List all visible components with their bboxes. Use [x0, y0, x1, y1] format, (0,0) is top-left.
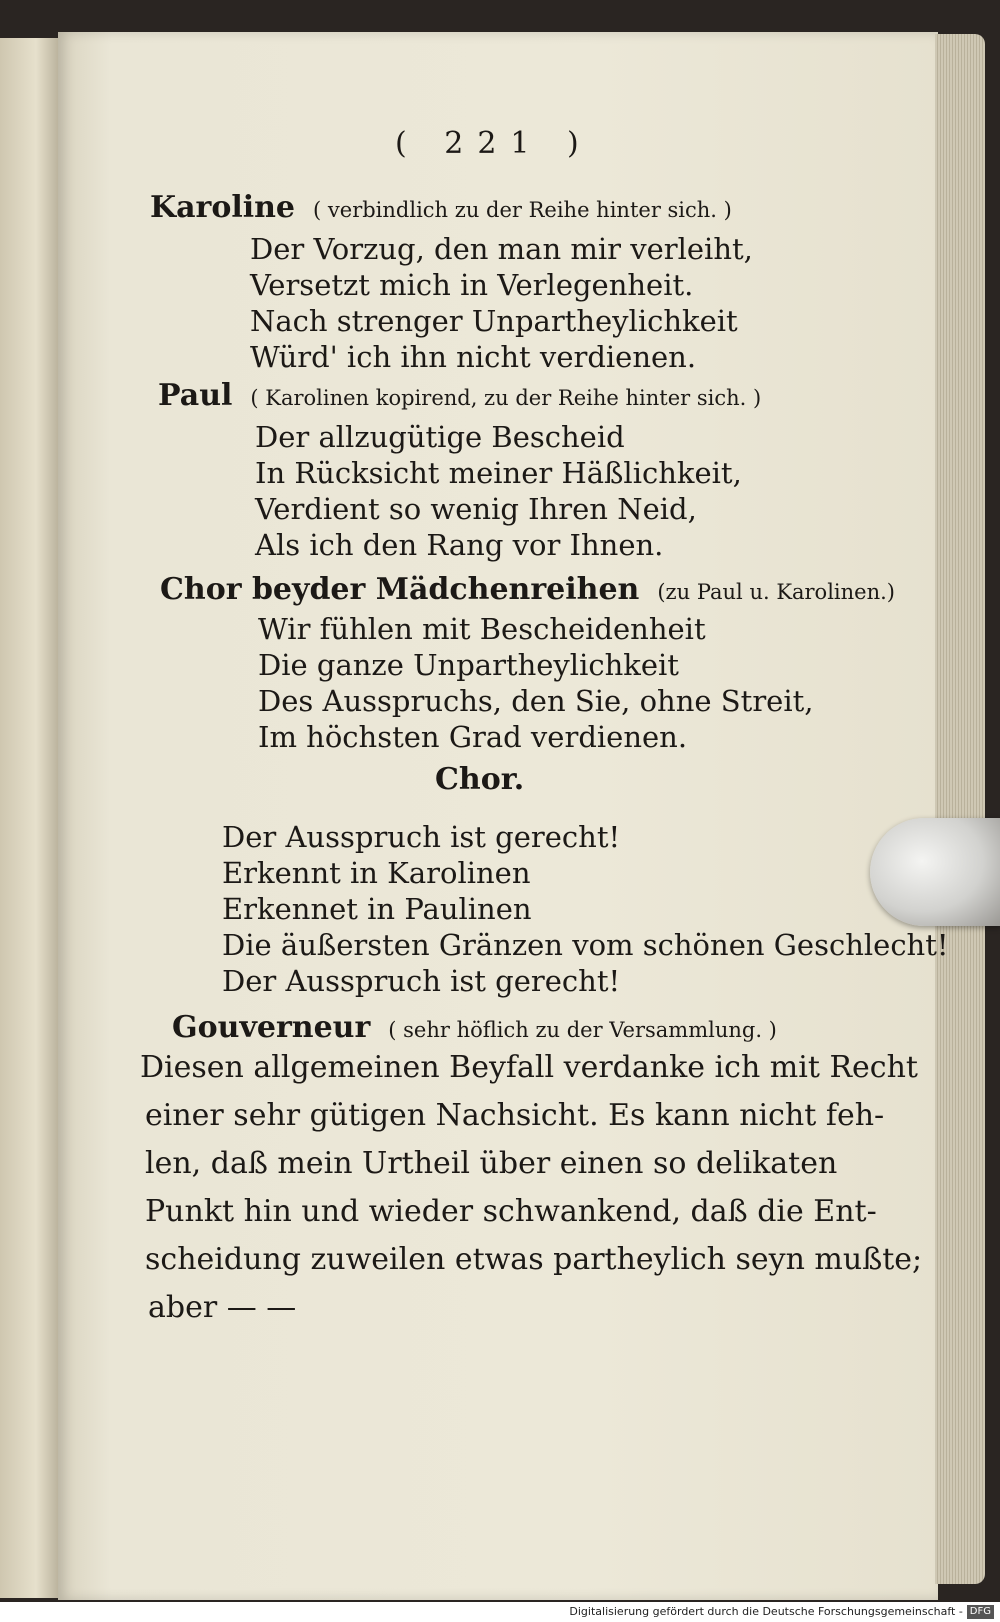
- verse-line: Der Ausspruch ist gerecht!: [222, 964, 621, 998]
- verse-line: Wir fühlen mit Bescheidenheit: [258, 612, 706, 646]
- speaker-line-paul: [158, 378, 761, 413]
- verse-line: Nach strenger Unpartheylichkeit: [250, 304, 738, 338]
- verse-line: Versetzt mich in Verlegenheit.: [250, 268, 694, 302]
- verse-line: Als ich den Rang vor Ihnen.: [255, 528, 664, 562]
- speaker-line-karoline: [150, 190, 732, 225]
- verse-line: Verdient so wenig Ihren Neid,: [255, 492, 697, 526]
- prose-line: aber — —: [148, 1290, 297, 1325]
- verse-line: Im höchsten Grad verdienen.: [258, 720, 688, 754]
- verse-line: Die ganze Unpartheylichkeit: [258, 648, 679, 682]
- footer-text: Digitalisierung gefördert durch die Deutsche Forschungsgemeinschaft -: [569, 1605, 963, 1618]
- verse-line: Der allzugütige Bescheid: [255, 420, 625, 454]
- prose-line: Diesen allgemeinen Beyfall verdanke ich mit Recht: [140, 1050, 918, 1085]
- verse-line: In Rücksicht meiner Häßlichkeit,: [255, 456, 742, 490]
- verse-line: Der Ausspruch ist gerecht!: [222, 820, 621, 854]
- prose-line: einer sehr gütigen Nachsicht. Es kann nicht feh-: [145, 1098, 885, 1133]
- speaker-name: Chor beyder Mädchenreihen: [160, 572, 640, 607]
- verse-line: Erkennet in Paulinen: [222, 892, 532, 926]
- verse-line: Die äußersten Gränzen vom schönen Geschlecht!: [222, 928, 949, 962]
- digitization-footer: [0, 1602, 1000, 1622]
- stage-direction: ( sehr höflich zu der Versammlung. ): [388, 1018, 777, 1042]
- speaker-name: Paul: [158, 378, 233, 413]
- verse-line: Erkennt in Karolinen: [222, 856, 531, 890]
- stage-direction: (zu Paul u. Karolinen.): [657, 580, 895, 604]
- stage-direction: ( Karolinen kopirend, zu der Reihe hinter sich. ): [250, 386, 762, 410]
- prose-line: scheidung zuweilen etwas partheylich seyn mußte;: [145, 1242, 923, 1277]
- page-number: ( 221 ): [395, 126, 593, 161]
- verse-line: Würd' ich ihn nicht verdienen.: [250, 340, 697, 374]
- stage-direction: ( verbindlich zu der Reihe hinter sich. ): [313, 198, 732, 222]
- page-stack-edge: [935, 34, 985, 1584]
- speaker-line-gouverneur: [172, 1010, 777, 1045]
- dfg-logo: DFG: [967, 1605, 994, 1619]
- prose-line: Punkt hin und wieder schwankend, daß die Ent-: [145, 1194, 877, 1229]
- speaker-line-chor-maedchen: [160, 572, 895, 607]
- chor-heading: Chor.: [435, 762, 525, 797]
- speaker-name: Gouverneur: [172, 1010, 371, 1045]
- verse-line: Der Vorzug, den man mir verleiht,: [250, 232, 753, 266]
- page-clip: [870, 818, 1000, 926]
- prose-line: len, daß mein Urtheil über einen so delikaten: [145, 1146, 838, 1181]
- verse-line: Des Ausspruchs, den Sie, ohne Streit,: [258, 684, 814, 718]
- left-page-edge: [0, 38, 60, 1598]
- speaker-name: Karoline: [150, 190, 296, 225]
